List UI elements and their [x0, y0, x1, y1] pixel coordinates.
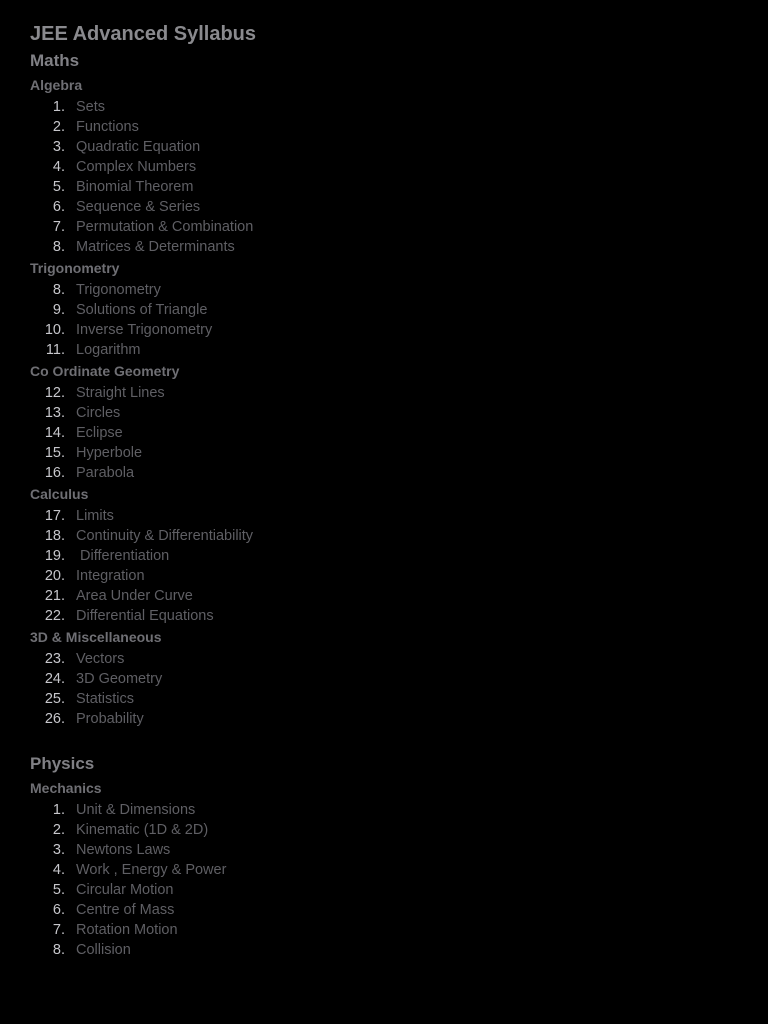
list-item-number: 2. [52, 119, 65, 135]
list-item [30, 280, 738, 300]
list-item-number: 2. [52, 822, 65, 838]
list-item [30, 237, 738, 257]
list-item-number: 26. [44, 711, 65, 727]
subject-heading: Physics [30, 754, 95, 773]
list-item-label: Complex Numbers [76, 159, 197, 175]
list-item-label: Inverse Trigonometry [76, 322, 213, 338]
list-item [30, 506, 738, 526]
list-item-label: Area Under Curve [76, 588, 193, 604]
list-item-label: Hyperbole [76, 445, 143, 461]
list-item-number: 3. [52, 139, 65, 155]
syllabus-content [30, 48, 738, 960]
list-item-label: Integration [76, 568, 145, 584]
list-item-label: Unit & Dimensions [76, 802, 196, 818]
list-item-number: 1. [52, 802, 65, 818]
list-item-number: 4. [52, 862, 65, 878]
list-item [30, 880, 738, 900]
list-item-label: Functions [76, 119, 139, 135]
list-item [30, 97, 738, 117]
list-item-label: Circular Motion [76, 882, 174, 898]
list-item-number: 5. [52, 179, 65, 195]
list-item-number: 12. [44, 385, 65, 401]
list-item-label: 3D Geometry [76, 671, 163, 687]
list-item-label: Vectors [76, 651, 125, 667]
list-item-number: 9. [52, 302, 65, 318]
list-item-number: 13. [44, 405, 65, 421]
list-item [30, 423, 738, 443]
list-item [30, 800, 738, 820]
topic-list [30, 649, 738, 729]
list-item [30, 197, 738, 217]
list-item [30, 340, 738, 360]
list-item-number: 24. [44, 671, 65, 687]
list-item [30, 586, 738, 606]
list-item [30, 546, 738, 566]
list-item-label: Centre of Mass [76, 902, 175, 918]
section-heading: Co Ordinate Geometry [30, 363, 180, 379]
list-item [30, 920, 738, 940]
list-item-label: Kinematic (1D & 2D) [76, 822, 209, 838]
subject-spacer [30, 729, 738, 751]
list-item [30, 320, 738, 340]
list-item-number: 11. [45, 342, 65, 358]
list-item [30, 177, 738, 197]
section-heading: Calculus [30, 486, 89, 502]
list-item [30, 383, 738, 403]
list-item-label: Limits [76, 508, 114, 524]
list-item [30, 300, 738, 320]
list-item [30, 649, 738, 669]
list-item [30, 137, 738, 157]
list-item-number: 6. [52, 902, 65, 918]
list-item [30, 900, 738, 920]
list-item-number: 7. [52, 219, 65, 235]
list-item-label: Quadratic Equation [76, 139, 201, 155]
list-item-label: Statistics [76, 691, 135, 707]
list-item-number: 17. [44, 508, 65, 524]
list-item-number: 22. [44, 608, 65, 624]
list-item-label: Circles [76, 405, 121, 421]
section-heading: 3D & Miscellaneous [30, 629, 162, 645]
list-item [30, 669, 738, 689]
list-item [30, 217, 738, 237]
list-item-number: 10. [44, 322, 65, 338]
list-item-label: Permutation & Combination [76, 219, 254, 235]
list-item [30, 157, 738, 177]
list-item-label: Trigonometry [76, 282, 161, 298]
list-item [30, 463, 738, 483]
list-item-label: Differential Equations [76, 608, 214, 624]
list-item-number: 23. [44, 651, 65, 667]
list-item [30, 403, 738, 423]
list-item-label: Solutions of Triangle [76, 302, 208, 318]
section-heading: Trigonometry [30, 260, 120, 276]
list-item-number: 8. [52, 282, 65, 298]
list-item-number: 8. [52, 239, 65, 255]
subject-heading: Maths [30, 51, 80, 70]
list-item [30, 526, 738, 546]
list-item-number: 15. [44, 445, 65, 461]
list-item-number: 16. [44, 465, 65, 481]
list-item-label: Parabola [76, 465, 135, 481]
list-item [30, 940, 738, 960]
list-item [30, 820, 738, 840]
list-item-number: 14. [44, 425, 65, 441]
list-item-number: 4. [52, 159, 65, 175]
list-item-label: Binomial Theorem [76, 179, 194, 195]
list-item-label: Sequence & Series [76, 199, 201, 215]
list-item-number: 7. [52, 922, 65, 938]
list-item-number: 6. [52, 199, 65, 215]
topic-list [30, 383, 738, 483]
list-item-label: Work , Energy & Power [76, 862, 227, 878]
list-item [30, 860, 738, 880]
list-item-number: 21. [44, 588, 65, 604]
topic-list [30, 506, 738, 626]
list-item-label: Newtons Laws [76, 842, 171, 858]
list-item-number: 19. [44, 548, 65, 564]
list-item-label: Straight Lines [76, 385, 165, 401]
list-item [30, 709, 738, 729]
list-item-number: 1. [52, 99, 65, 115]
topic-list [30, 800, 738, 960]
list-item-label: Differentiation [76, 548, 170, 564]
list-item [30, 117, 738, 137]
list-item-label: Continuity & Differentiability [76, 528, 254, 544]
topic-list [30, 280, 738, 360]
list-item-label: Probability [76, 711, 144, 727]
list-item-label: Rotation Motion [76, 922, 178, 938]
list-item [30, 443, 738, 463]
list-item-number: 8. [52, 942, 65, 958]
section-heading: Mechanics [30, 780, 102, 796]
list-item [30, 840, 738, 860]
list-item-label: Sets [76, 99, 106, 115]
list-item-number: 5. [52, 882, 65, 898]
list-item [30, 566, 738, 586]
topic-list [30, 97, 738, 257]
list-item-number: 3. [52, 842, 65, 858]
list-item-label: Collision [76, 942, 131, 958]
list-item-label: Eclipse [76, 425, 123, 441]
list-item [30, 689, 738, 709]
list-item-number: 18. [44, 528, 65, 544]
section-heading: Algebra [30, 77, 83, 93]
list-item-number: 20. [44, 568, 65, 584]
document-title: JEE Advanced Syllabus [30, 23, 257, 45]
list-item-label: Logarithm [76, 342, 141, 358]
list-item [30, 606, 738, 626]
list-item-number: 25. [44, 691, 65, 707]
list-item-label: Matrices & Determinants [76, 239, 235, 255]
